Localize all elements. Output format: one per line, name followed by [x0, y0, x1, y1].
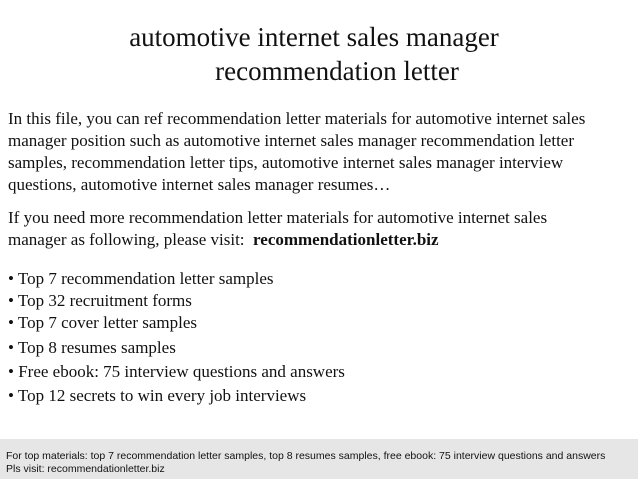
- list-item: • Top 32 recruitment forms: [8, 291, 192, 310]
- intro-line-1: In this file, you can ref recommendation letter materials for automotive internet sales: [8, 109, 586, 128]
- more-line-2: [8, 229, 630, 251]
- more-paragraph: [8, 207, 630, 251]
- title-line-1: automotive internet sales manager: [129, 22, 499, 52]
- bullet-list: [8, 268, 630, 407]
- title-line-2: recommendation letter: [215, 56, 459, 86]
- more-line-1: If you need more recommendation letter materials for automotive internet sales: [8, 208, 548, 227]
- list-item: • Top 7 cover letter samples: [8, 313, 198, 332]
- list-item: • Top 12 secrets to win every job interviews: [8, 386, 307, 405]
- footer-line-1: For top materials: top 7 recommendation letter samples, top 8 resumes samples, free ebook: 75 interview questions and answers: [6, 450, 606, 462]
- list-item: • Top 8 resumes samples: [8, 338, 176, 357]
- site-link[interactable]: recommendationletter.biz: [253, 230, 439, 249]
- page-title: [0, 20, 638, 88]
- intro-line-3: samples, recommendation letter tips, automotive internet sales manager interview: [8, 153, 564, 172]
- intro-line-2: manager position such as automotive internet sales manager recommendation letter: [8, 131, 575, 150]
- footer-line-2: Pls visit: recommendationletter.biz: [6, 463, 165, 475]
- intro-line-4: questions, automotive internet sales manager resumes…: [8, 175, 391, 194]
- more-line-2-prefix: manager as following, please visit:: [8, 230, 245, 249]
- list-item: • Free ebook: 75 interview questions and answers: [8, 362, 345, 381]
- footer-bar: [0, 439, 638, 479]
- list-item: • Top 7 recommendation letter samples: [8, 269, 274, 288]
- intro-paragraph: [8, 108, 630, 196]
